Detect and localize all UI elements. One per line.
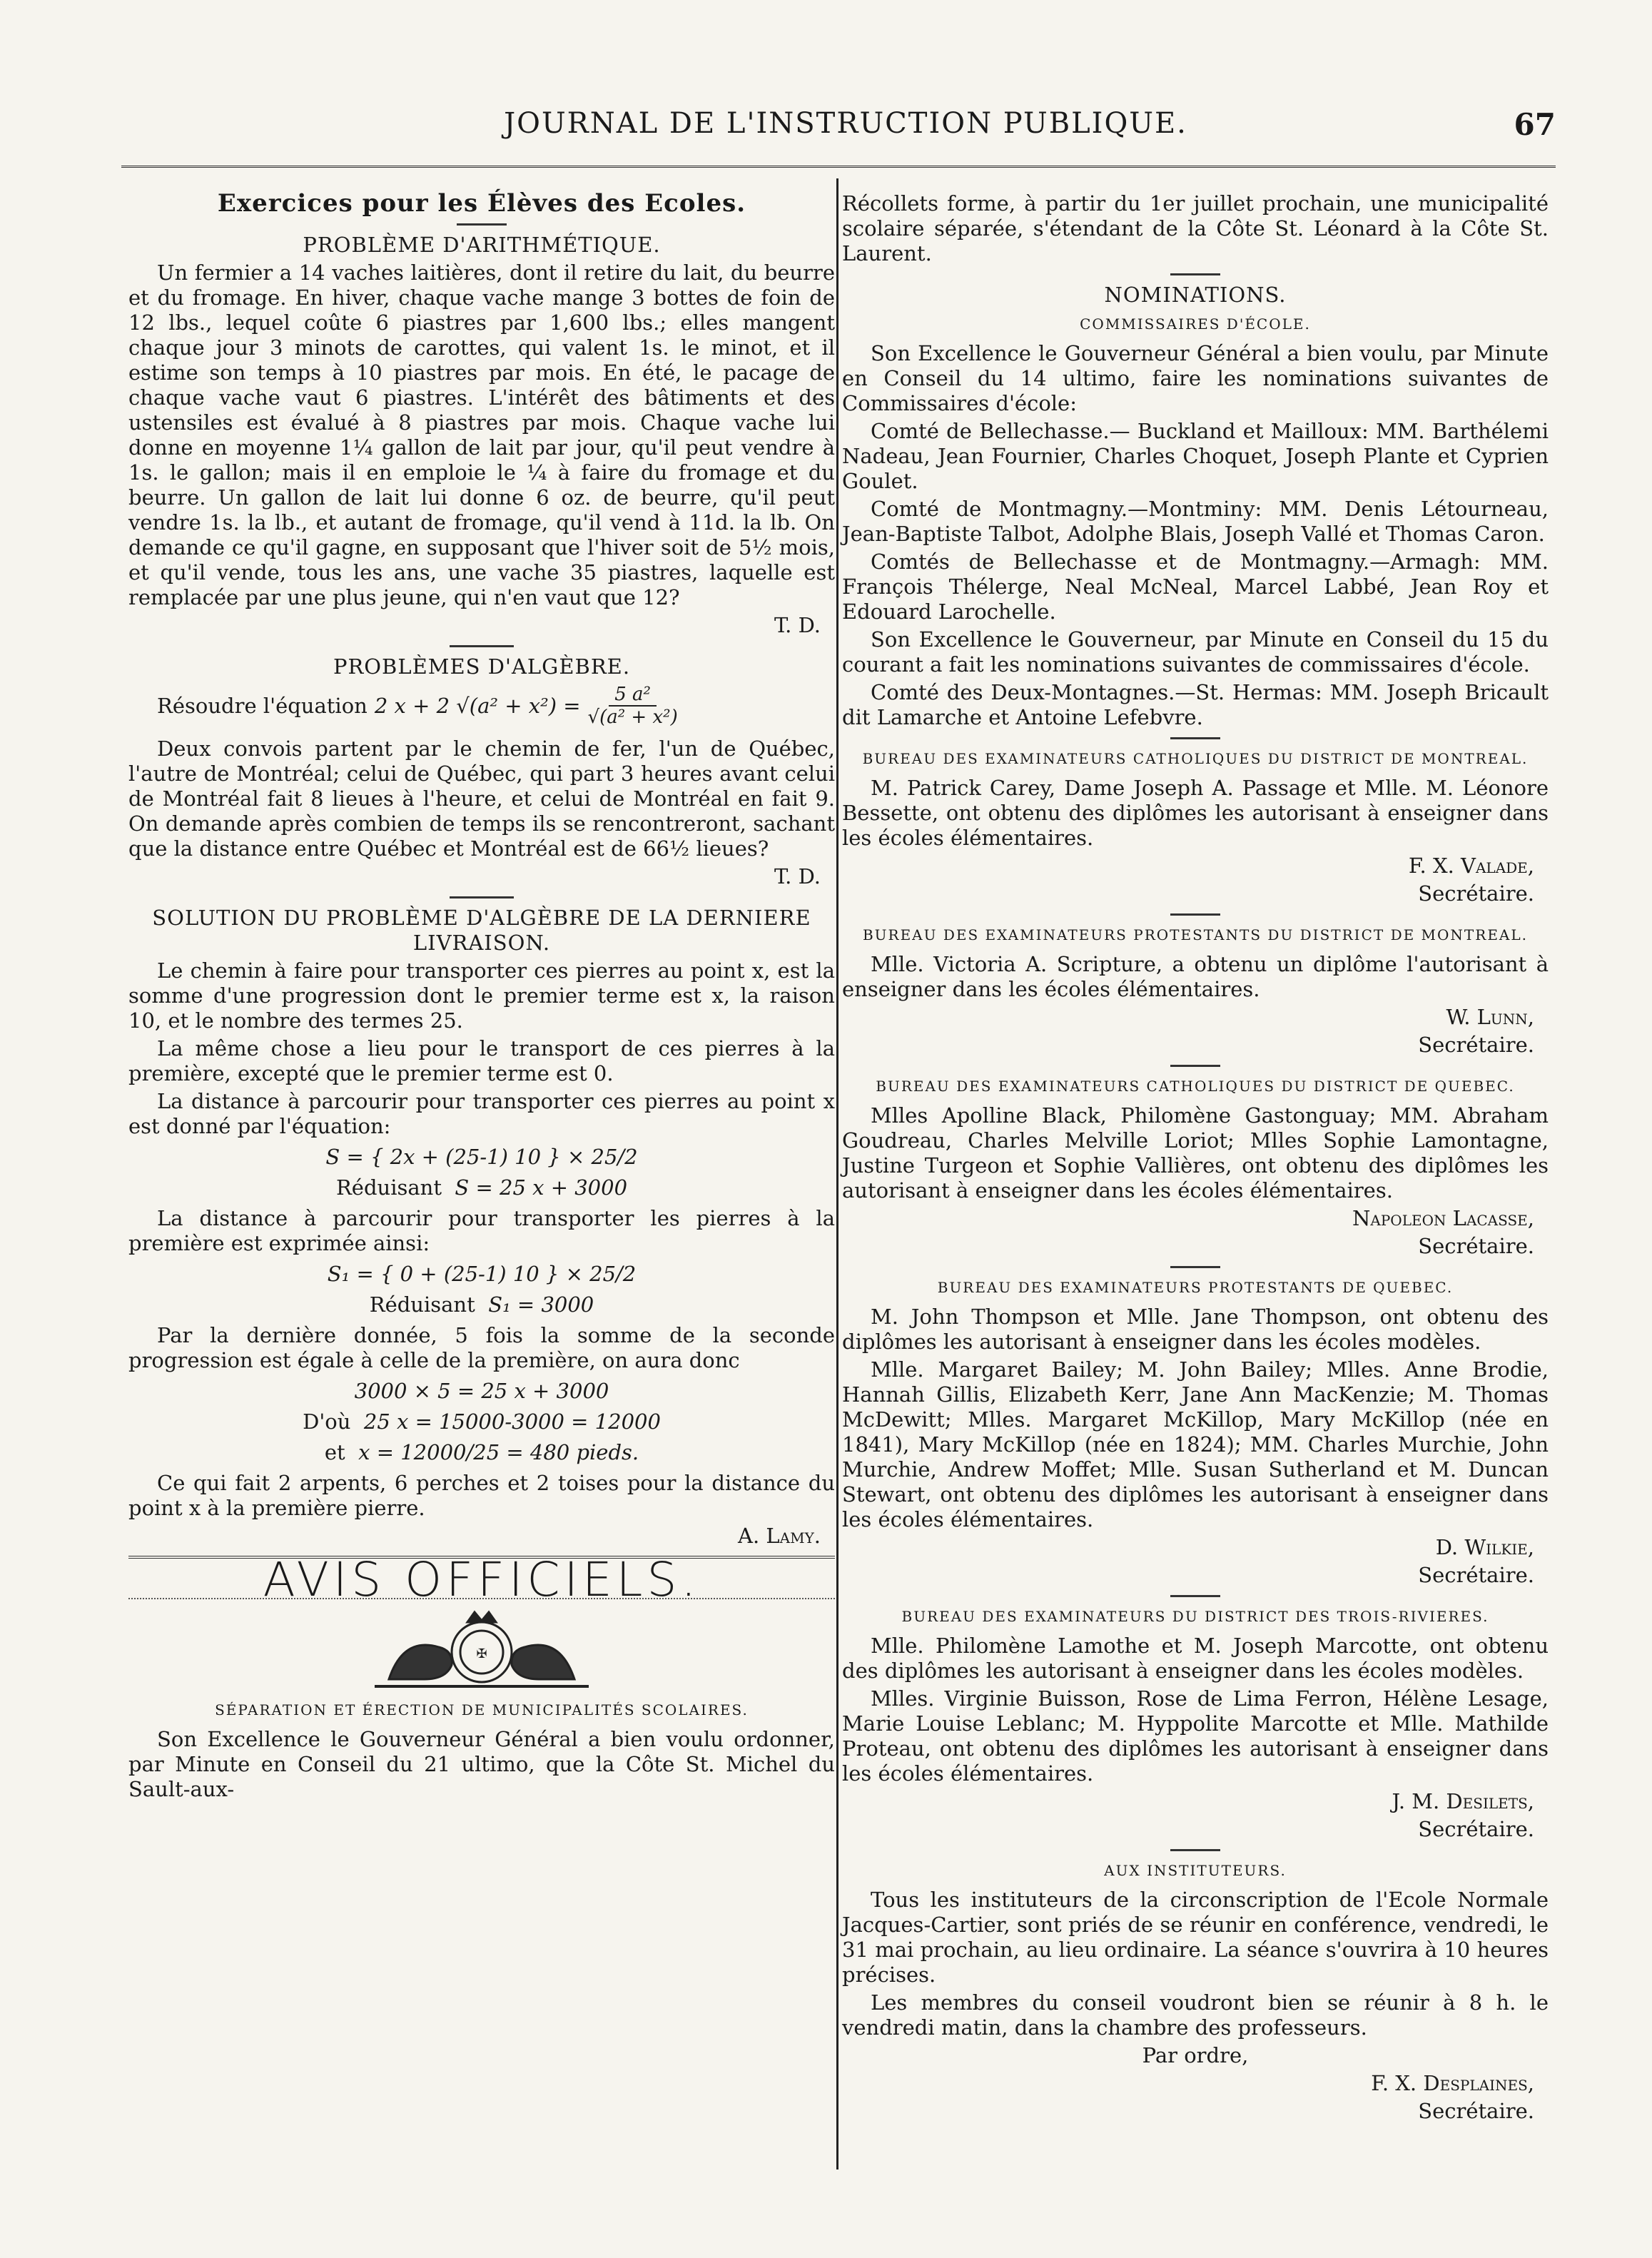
alg-title: PROBLÈMES D'ALGÈBRE. [333,654,631,679]
sep-text: Son Excellence le Gouverneur Général a bien voulu ordonner, par Minute en Conseil du 21 ultimo, que la Côte St. Michel du Sault-aux- [128,1727,835,1801]
right-column [842,191,1549,2127]
sol-eq1b-line [128,1175,835,1200]
instituteurs-role: Secrétaire. [1418,2099,1534,2123]
arith-signature: T. D. [774,613,821,637]
dash-divider [457,223,507,226]
sol-eq2b: S₁ = 3000 [488,1292,594,1317]
sol-signature: A. Lamy. [738,1524,821,1548]
bureau5-p1: Mlle. Philomène Lamothe et M. Joseph Marcotte, ont obtenu des diplômes les autorisant à enseigner dans les écoles modèles. [842,1634,1549,1683]
dash-divider [1170,737,1220,739]
dash-divider [1170,913,1220,916]
bureau4-role: Secrétaire. [1418,1563,1534,1587]
sol-p6: Ce qui fait 2 arpents, 6 perches et 2 toises pour la distance du point x à la première pierre. [128,1471,835,1520]
bureau1-signature: F. X. Valade, [1408,854,1534,878]
bureau1-role: Secrétaire. [1418,881,1534,906]
arith-text: Un fermier a 14 vaches laitières, dont il retire du lait, du beurre et du fromage. En hiver, chaque vache mange 3 bottes de foin de 12 lbs., lequel coûte 6 piastres par 1,600 lbs.; elles mangent chaque jour 3 minots de carottes, qui valent 1s. le minot, et il estime son temps à 10 piastres par mois. En été, le pacage de chaque vache vaut 6 piastres. L'intérêt des bâtiments et des ustensiles est évalué à 8 piastres par mois. Chaque vache lui donne en moyenne 1¼ gallon de lait par jour, qu'il peut vendre à 1s. le gallon; mais il en emploie le ¼ à faire du fromage et du beurre. Un gallon de lait lui donne 6 oz. de beurre, qu'il peut vendre 1s. la lb., et autant de fromage, qu'il vend à 11d. la lb. On demande ce qu'il gagne, en supposant que l'hiver soit de 5½ mois, et qu'il vende, tous les ans, une vache 35 piastres, laquelle est remplacée par une plus jeune, qui n'en vaut que 12? [128,260,835,609]
sol-eq4-label: D'où [303,1409,351,1434]
svg-text:✠: ✠ [476,1646,487,1661]
nom-p4: Comtés de Bellechasse et de Montmagny.—Armagh: MM. François Thélerge, Neal McNeal, Marcel Labbé, Jean Roy et Edouard Larochelle. [842,550,1549,624]
alg-eq-numerator: 5 a² [609,684,657,707]
bureau3-role: Secrétaire. [1418,1234,1534,1258]
nom-p6: Comté des Deux-Montagnes.—St. Hermas: MM. Joseph Bricault dit Lamarche et Antoine Lefebvre. [842,680,1549,729]
sol-eq4: 25 x = 15000-3000 = 12000 [363,1409,661,1434]
nom-p2: Comté de Bellechasse.— Buckland et Mailloux: MM. Barthélemi Nadeau, Jean Fournier, Charles Choquet, Joseph Plante et Cyprien Goulet. [842,419,1549,493]
sol-eq2: S₁ = { 0 + (25-1) 10 } × 25/2 [327,1262,637,1286]
bureau2-signature: W. Lunn, [1446,1005,1534,1029]
sol-eq2b-line [128,1292,835,1317]
sol-p1: Le chemin à faire pour transporter ces pierres au point x, est la somme d'une progression dont le premier terme est x, la raison 10, et le nombre des termes 25. [128,958,835,1033]
nominations-subtitle: COMMISSAIRES D'ÉCOLE. [1080,315,1311,333]
sep-title: SÉPARATION ET ÉRECTION DE MUNICIPALITÉS SCOLAIRES. [215,1701,749,1718]
dash-divider [1170,1266,1220,1268]
column-divider [836,178,838,2170]
sol-eq1b: S = 25 x + 3000 [455,1175,628,1200]
bureau5-role: Secrétaire. [1418,1817,1534,1841]
instituteurs-title: AUX INSTITUTEURS. [1104,1862,1287,1879]
bureau2-text: Mlle. Victoria A. Scripture, a obtenu un diplôme l'autorisant à enseigner dans les écoles élémentaires. [842,952,1549,1001]
nom-p1: Son Excellence le Gouverneur Général a bien voulu, par Minute en Conseil du 14 ultimo, faire les nominations suivantes de Commissaires d'école: [842,341,1549,415]
nom-p3: Comté de Montmagny.—Montminy: MM. Denis Létourneau, Jean-Baptiste Talbot, Adolphe Blais, Joseph Vallé et Thomas Caron. [842,497,1549,546]
cont-text: Récollets forme, à partir du 1er juillet prochain, une municipalité scolaire séparée, s'étendant de la Côte St. Léonard à la Côte St. Laurent. [842,191,1549,265]
bureau3-signature: Napoleon Lacasse, [1352,1206,1534,1230]
page-number: 67 [1514,107,1556,142]
bureau4-p1: M. John Thompson et Mlle. Jane Thompson, ont obtenu des diplômes les autorisant à enseigner dans les écoles modèles. [842,1305,1549,1354]
journal-title: JOURNAL DE L'INSTRUCTION PUBLIQUE. [504,107,1187,140]
nom-p5: Son Excellence le Gouverneur, par Minute en Conseil du 15 du courant a fait les nominations suivantes de commissaires d'école. [842,627,1549,677]
bureau4-title: BUREAU DES EXAMINATEURS PROTESTANTS DE QUEBEC. [937,1279,1454,1296]
sol-eq2b-label: Réduisant [369,1292,475,1317]
exercises-title: Exercices pour les Élèves des Ecoles. [217,189,746,218]
sol-p4: La distance à parcourir pour transporter les pierres à la première est exprimée ainsi: [128,1206,835,1255]
left-column [128,191,835,1805]
alg-signature: T. D. [774,864,821,888]
bureau3-text: Mlles Apolline Black, Philomène Gastonguay; MM. Abraham Goudreau, Charles Melville Loriot; Mlles Sophie Lamontagne, Justine Turgeon et Sophie Vallières, ont obtenu des diplômes les autorisant à enseigner dans les écoles élémentaires. [842,1103,1549,1203]
sol-eq1: S = { 2x + (25-1) 10 } × 25/2 [325,1145,638,1169]
sol-eq5-line [128,1440,835,1465]
bureau2-title: BUREAU DES EXAMINATEURS PROTESTANTS DU DISTRICT DE MONTREAL. [862,926,1529,943]
royal-crest-icon [346,1608,617,1694]
alg-equation [157,684,835,728]
alg-text: Deux convois partent par le chemin de fer, l'un de Québec, l'autre de Montréal; celui de Québec, qui part 3 heures avant celui de Montréal fait 8 lieues à l'heure, et celui de Montréal en fait 9. On demande après combien de temps ils se rencontreront, sachant que la distance entre Québec et Montréal est de 66½ lieues? [128,736,835,861]
sol-eq5-label: et [324,1440,345,1464]
alg-eq-label: Résoudre l'équation [157,693,368,718]
bureau5-p2: Mlles. Virginie Buisson, Rose de Lima Ferron, Hélène Lesage, Marie Louise Leblanc; M. Hyppolite Marcotte et Mlle. Mathilde Proteau, ont obtenu des diplômes les autorisant à enseigner dans les écoles élémentaires. [842,1686,1549,1786]
bureau4-signature: D. Wilkie, [1435,1535,1534,1559]
sol-p2: La même chose a lieu pour le transport de ces pierres à la première, excepté que le premier terme est 0. [128,1036,835,1085]
instituteurs-order: Par ordre, [1142,2043,1249,2067]
alg-eq-denominator: √(a² + x²) [587,707,678,728]
instituteurs-signature: F. X. Desplaines, [1371,2071,1534,2095]
avis-officiels-title: AVIS OFFICIELS. [263,1552,701,1607]
dash-divider [1170,273,1220,275]
instituteurs-p2: Les membres du conseil voudront bien se réunir à 8 h. le vendredi matin, dans la chambre des professeurs. [842,1990,1549,2040]
sol-eq3: 3000 × 5 = 25 x + 3000 [354,1379,609,1403]
dash-divider [1170,1849,1220,1851]
alg-eq-lhs: 2 x + 2 √(a² + x²) = [374,693,581,718]
bureau5-title: BUREAU DES EXAMINATEURS DU DISTRICT DES TROIS-RIVIERES. [901,1608,1489,1625]
bureau3-title: BUREAU DES EXAMINATEURS CATHOLIQUES DU DISTRICT DE QUEBEC. [876,1078,1515,1095]
sol-eq5: x = 12000/25 = 480 pieds. [358,1440,639,1464]
header-rule [121,166,1556,168]
bureau2-role: Secrétaire. [1418,1033,1534,1057]
dash-divider [450,645,514,647]
sol-p3: La distance à parcourir pour transporter ces pierres au point x est donné par l'équation: [128,1089,835,1138]
page-header [136,107,1556,157]
sol-eq1b-label: Réduisant [335,1175,442,1200]
sol-eq4-line [128,1409,835,1434]
sol-p5: Par la dernière donnée, 5 fois la somme de la seconde progression est égale à celle de la première, on aura donc [128,1323,835,1372]
sol-title: SOLUTION DU PROBLÈME D'ALGÈBRE DE LA DERNIERE LIVRAISON. [152,906,811,955]
instituteurs-p1: Tous les instituteurs de la circonscription de l'Ecole Normale Jacques-Cartier, sont priés de se réunir en conférence, vendredi, le 31 mai prochain, au lieu ordinaire. La séance s'ouvrira à 10 heures précises. [842,1888,1549,1987]
bureau5-signature: J. M. Desilets, [1392,1789,1534,1813]
dash-divider [1170,1065,1220,1067]
bureau1-text: M. Patrick Carey, Dame Joseph A. Passage et Mlle. M. Léonore Bessette, ont obtenu des diplômes les autorisant à enseigner dans les écoles élémentaires. [842,776,1549,850]
arith-title: PROBLÈME D'ARITHMÉTIQUE. [303,233,661,257]
dash-divider [450,896,514,898]
nominations-title: NOMINATIONS. [1104,283,1287,307]
alg-eq-fraction [588,684,678,728]
bureau1-title: BUREAU DES EXAMINATEURS CATHOLIQUES DU DISTRICT DE MONTREAL. [862,750,1529,767]
bureau4-p2: Mlle. Margaret Bailey; M. John Bailey; Mlles. Anne Brodie, Hannah Gillis, Elizabeth Kerr, Jane Ann MacKenzie; M. Thomas McDewitt; Mlles. Margaret McKillop, Mary McKillop (née en 1841), Mary McKillop (née en 1824); MM. Charles Murchie, John Murchie, Andrew Moffet; Mlle. Susan Sutherland et M. Duncan Stewart, ont obtenu des diplômes les autorisant à enseigner dans les écoles élémentaires. [842,1357,1549,1532]
dash-divider [1170,1595,1220,1597]
